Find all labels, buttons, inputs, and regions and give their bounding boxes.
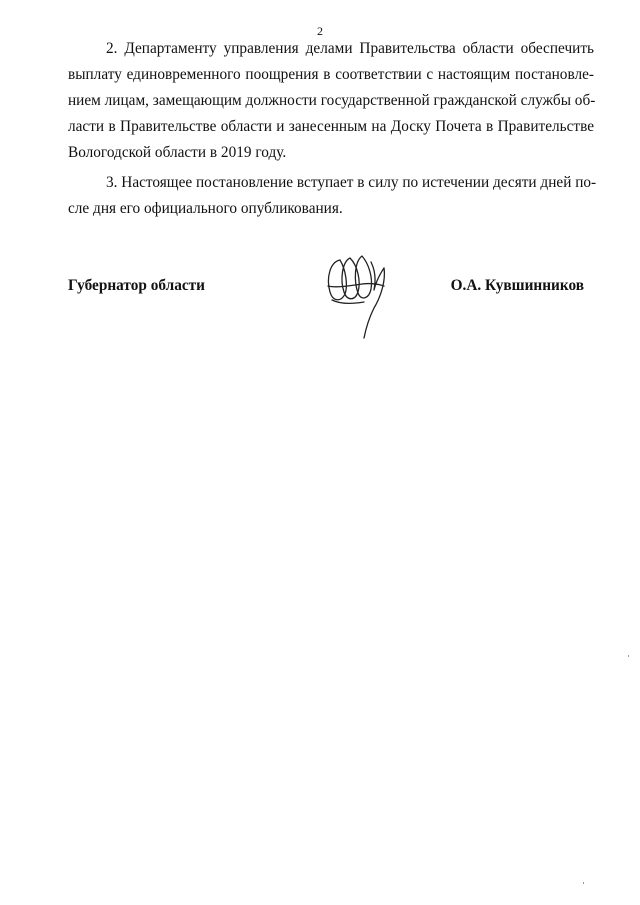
paragraph-2-line-3: нием лицам, замещающим должности государственной гражданской службы об-: [68, 92, 596, 109]
paragraph-2-line-5: Вологодской области в 2019 году.: [68, 144, 287, 161]
paragraph-3-line-1: 3. Настоящее постановление вступает в силу по истечении десяти дней по-: [106, 174, 597, 191]
scan-speck: [628, 655, 629, 657]
paragraph-2-line-2: выплату единовременного поощрения в соответствии с настоящим постановле-: [68, 66, 594, 83]
paragraph-2-line-1: 2. Департаменту управления делами Правительства области обеспечить: [106, 40, 594, 57]
page-number: 2: [317, 24, 323, 38]
paragraph-3-line-2: сле дня его официального опубликования.: [68, 200, 343, 217]
handwritten-signature-icon: [318, 246, 398, 346]
signatory-title: Губернатор области: [68, 277, 205, 294]
paragraph-2-line-4: ласти в Правительстве области и занесенным на Доску Почета в Правительстве: [68, 118, 594, 135]
scan-speck: [583, 882, 584, 884]
signatory-name: О.А. Кувшинников: [450, 277, 584, 294]
